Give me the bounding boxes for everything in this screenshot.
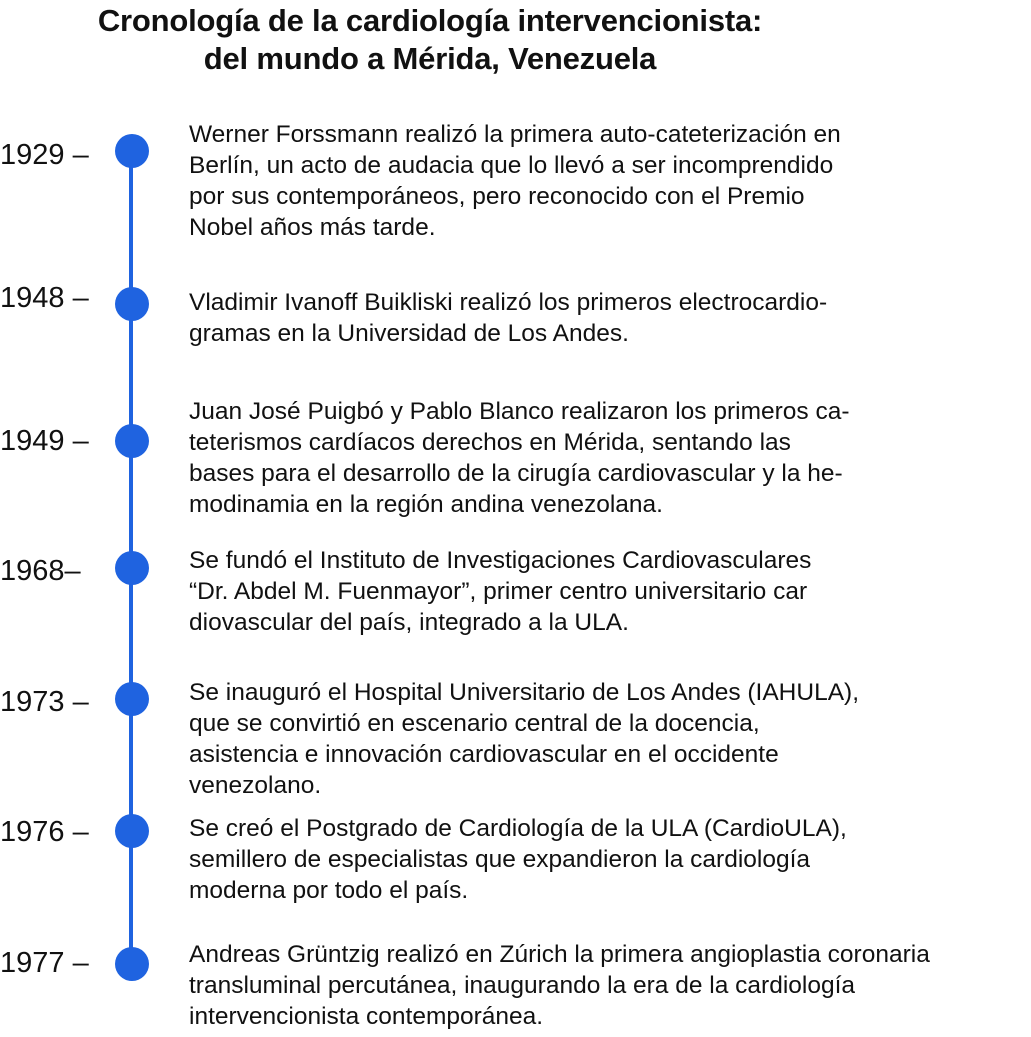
event-description-line: intervencionista contemporánea. bbox=[189, 1003, 544, 1030]
timeline-dot bbox=[115, 682, 149, 716]
event-description-line: diovascular del país, integrado a la ULA. bbox=[189, 609, 629, 636]
event-year: 1929 – bbox=[0, 139, 89, 171]
event-description-line: Se inauguró el Hospital Universitario de Los Andes (IAHULA), bbox=[189, 679, 860, 706]
event-description bbox=[189, 287, 827, 349]
title-line-1: Cronología de la cardiología intervencionista: bbox=[97, 3, 763, 38]
title-line-2: del mundo a Mérida, Venezuela bbox=[203, 41, 657, 76]
event-description bbox=[189, 939, 930, 1032]
event-description-line: teterismos cardíacos derechos en Mérida, sentando las bbox=[189, 429, 791, 456]
event-description bbox=[189, 545, 811, 638]
event-description bbox=[189, 813, 847, 906]
event-description bbox=[189, 396, 849, 520]
event-description-line: semillero de especialistas que expandieron la cardiología bbox=[189, 846, 811, 873]
event-description-line: Nobel años más tarde. bbox=[189, 214, 436, 241]
event-description-line: gramas en la Universidad de Los Andes. bbox=[189, 320, 629, 347]
timeline-dot bbox=[115, 424, 149, 458]
timeline-dot bbox=[115, 947, 149, 981]
event-year: 1949 – bbox=[0, 425, 89, 457]
event-description-line: Vladimir Ivanoff Buikliski realizó los primeros electrocardio- bbox=[189, 289, 828, 316]
event-description-line: Andreas Grüntzig realizó en Zúrich la primera angioplastia coronaria bbox=[189, 941, 930, 968]
event-description-line: transluminal percutánea, inaugurando la era de la cardiología bbox=[189, 972, 856, 999]
event-description-line: moderna por todo el país. bbox=[189, 877, 469, 904]
event-description bbox=[189, 677, 859, 801]
event-description-line: modinamia en la región andina venezolana. bbox=[189, 491, 663, 518]
timeline-dot bbox=[115, 814, 149, 848]
timeline-dot bbox=[115, 287, 149, 321]
event-description-line: “Dr. Abdel M. Fuenmayor”, primer centro universitario car bbox=[189, 578, 808, 605]
event-description-line: Se fundó el Instituto de Investigaciones Cardiovasculares bbox=[189, 547, 812, 574]
event-description-line: por sus contemporáneos, pero reconocido con el Premio bbox=[189, 183, 805, 210]
event-year: 1977 – bbox=[0, 947, 89, 979]
event-year: 1968– bbox=[0, 555, 81, 587]
event-year: 1973 – bbox=[0, 686, 89, 718]
event-description-line: que se convirtió en escenario central de la docencia, bbox=[189, 710, 760, 737]
event-description-line: asistencia e innovación cardiovascular en el occidente bbox=[189, 741, 779, 768]
timeline-dot bbox=[115, 551, 149, 585]
event-description bbox=[189, 119, 841, 243]
page-title bbox=[0, 2, 860, 78]
event-description-line: Juan José Puigbó y Pablo Blanco realizaron los primeros ca- bbox=[189, 398, 850, 425]
event-year: 1948 – bbox=[0, 282, 89, 314]
event-description-line: Werner Forssmann realizó la primera auto-cateterización en bbox=[189, 121, 841, 148]
event-description-line: Berlín, un acto de audacia que lo llevó a ser incomprendido bbox=[189, 152, 834, 179]
event-description-line: bases para el desarrollo de la cirugía cardiovascular y la he- bbox=[189, 460, 843, 487]
timeline-dot bbox=[115, 134, 149, 168]
event-year: 1976 – bbox=[0, 816, 89, 848]
event-description-line: venezolano. bbox=[189, 772, 322, 799]
event-description-line: Se creó el Postgrado de Cardiología de la ULA (CardioULA), bbox=[189, 815, 847, 842]
